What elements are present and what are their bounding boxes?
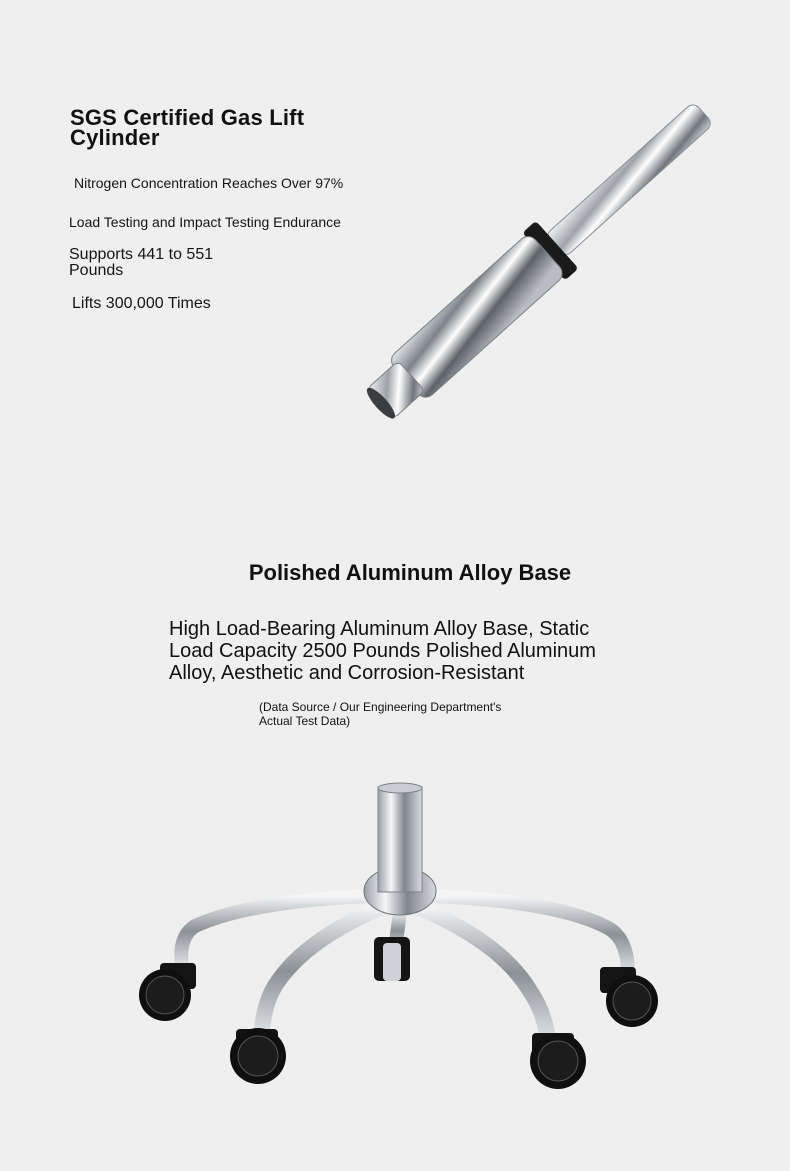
data-source-note: (Data Source / Our Engineering Department's Actual Test Data) xyxy=(259,700,502,728)
caster-wheel-center xyxy=(374,937,410,981)
feature-weight-capacity: Supports 441 to 551 Pounds xyxy=(69,246,214,279)
gas-lift-cylinder-image xyxy=(0,0,790,480)
cylinder-body xyxy=(355,89,725,431)
base-arm-right-front xyxy=(415,906,548,1041)
aluminum-base-image xyxy=(0,751,790,1171)
caster-wheel-right-front xyxy=(530,1033,586,1089)
feature-nitrogen: Nitrogen Concentration Reaches Over 97% xyxy=(74,175,344,191)
base-arm-left-front xyxy=(262,906,385,1036)
base-title: Polished Aluminum Alloy Base xyxy=(248,560,572,585)
feature-lift-cycles: Lifts 300,000 Times xyxy=(72,295,211,312)
base-description: High Load-Bearing Aluminum Alloy Base, Static Load Capacity 2500 Pounds Polished Aluminum Alloy, Aesthetic and Corrosion-Resistant xyxy=(169,618,596,684)
caster-wheel-left-front xyxy=(230,1028,286,1084)
caster-wheel-left-back xyxy=(139,963,196,1021)
caster-wheel-right-back xyxy=(600,967,658,1027)
feature-load-testing: Load Testing and Impact Testing Endurance xyxy=(69,214,341,230)
cylinder-title: SGS Certified Gas Lift Cylinder xyxy=(70,105,305,150)
base-pole xyxy=(378,787,422,892)
